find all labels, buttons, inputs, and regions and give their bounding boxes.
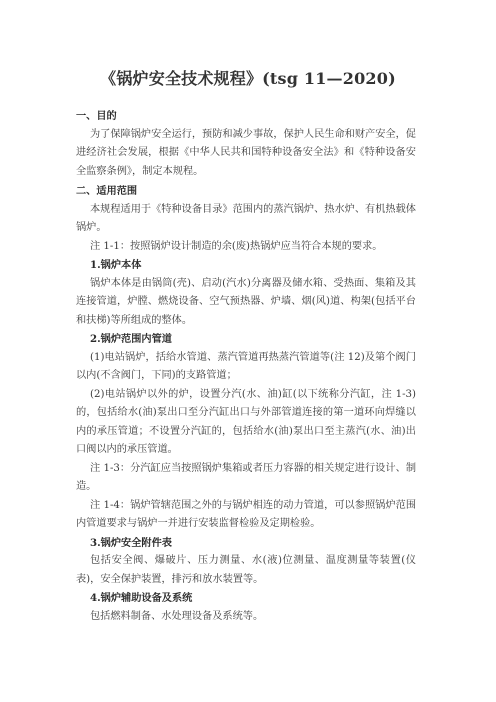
- subsection-heading-piping: 2.锅炉范围内管道: [90, 333, 172, 345]
- document-title: 《锅炉安全技术规程》(tsg 11—2020): [100, 69, 396, 88]
- section-heading-purpose: 一、目的: [76, 110, 117, 122]
- subsection-paragraph-boiler-body: 锅炉本体是由锅筒(壳)、启动(汽水)分离器及储水箱、受热面、集箱及其连接管道，炉膛、燃烧设备、空气预热器、炉墙、烟(风)道、构架(包括平台和扶梯)等所组成的整体。: [76, 277, 416, 326]
- subsection-heading-safety-accessories: 3.锅炉安全附件表: [90, 536, 172, 549]
- subsection-paragraph-piping-1: (1)电站锅炉，括给水管道、蒸汽管道再热蒸汽管道等(注 12)及第个阀门以内(不含阀门，下同)的支路管道；: [76, 351, 416, 381]
- subsection-paragraph-auxiliary-equipment: 包括燃料制备、水处理设备及系统等。: [90, 610, 264, 622]
- section-paragraph-scope: 本规程适用于《特种设备目录》范围内的蒸汽锅炉、热水炉、有机热载体锅炉。: [76, 203, 416, 233]
- note-1-3: 注 1-3：分汽缸应当按照锅炉集箱或者压力容器的相关规定进行设计、制造。: [76, 462, 416, 492]
- subsection-paragraph-piping-2: (2)电站锅炉以外的炉，设置分汽(水、油)缸(以下统称分汽缸，注 1-3)的，包括给水(油)泵出口至分汽缸出口与外部管道连接的第一道环向焊缝以内的承压管道；不设置分汽缸的，包括给水(油)泵出口至主蒸汽(水、油)出口阀以内的承压管道。: [76, 388, 416, 455]
- note-1-4: 注 1-4：锅炉管辖范围之外的与锅炉相连的动力管道，可以参照锅炉范围内管道要求与锅炉一并进行安装监督检验及定期检验。: [76, 499, 416, 529]
- section-heading-scope: 二、适用范围: [76, 185, 138, 197]
- note-1-1: 注 1-1：按照锅炉设计制造的余(废)热锅炉应当符合本规的要求。: [90, 240, 383, 252]
- subsection-heading-auxiliary-equipment: 4.锅炉辅助设备及系统: [90, 592, 193, 604]
- subsection-heading-boiler-body: 1.锅炉本体: [90, 259, 142, 271]
- document-body: [76, 106, 416, 626]
- subsection-paragraph-safety-accessories: 包括安全阀、爆破片、压力测量、水(液)位测量、温度测量等装置(仪表)，安全保护装置，排污和放水装置等。: [76, 555, 416, 585]
- section-paragraph-purpose: 为了保障锅炉安全运行，预防和减少事故，保护人民生命和财产安全，促进经济社会发展，根据《中华人民共和国特种设备安全法》和《特种设备安全监察条例》，制定本规程。: [76, 128, 416, 177]
